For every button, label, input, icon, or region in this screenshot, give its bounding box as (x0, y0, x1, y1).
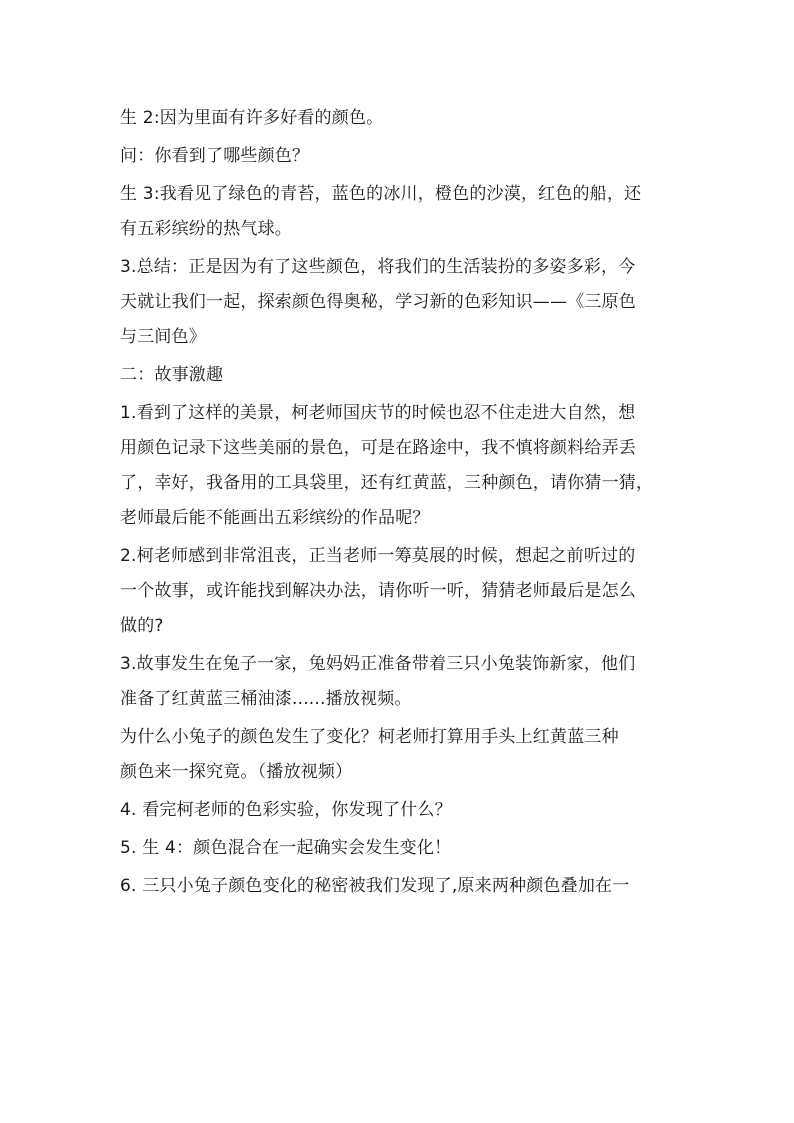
section-heading-story (120, 358, 676, 393)
paragraph-step-5 (120, 831, 676, 866)
document-body (120, 101, 676, 907)
paragraph-question (120, 139, 676, 174)
text-line: 6. 三只小兔子颜色变化的秘密被我们发现了,原来两种颜色叠加在一 (120, 876, 630, 896)
text-line: 二：故事激趣 (120, 365, 224, 385)
paragraph-step-4 (120, 793, 676, 828)
text-line: 天就让我们一起，探索颜色得奥秘，学习新的色彩知识——《三原色 (120, 292, 636, 312)
text-line: 了，幸好，我备用的工具袋里，还有红黄蓝，三种颜色，请你猜一猜， (120, 473, 654, 493)
text-line: 1.看到了这样的美景，柯老师国庆节的时候也忍不住走进大自然，想 (120, 403, 636, 423)
text-line: 3.故事发生在兔子一家，兔妈妈正准备带着三只小兔装饰新家，他们 (120, 654, 636, 674)
text-line: 准备了红黄蓝三桶油漆......播放视频。 (120, 689, 412, 709)
text-line: 5. 生 4：颜色混合在一起确实会发生变化！ (120, 838, 452, 858)
text-line: 与三间色》 (120, 327, 206, 347)
text-line: 为什么小兔子的颜色发生了变化？柯老师打算用手头上红黄蓝三种 (120, 727, 619, 747)
text-line: 生 2:因为里面有许多好看的颜色。 (120, 108, 384, 128)
paragraph-why-rabbit (120, 720, 676, 790)
text-line: 用颜色记录下这些美丽的景色，可是在路途中，我不慎将颜料给弄丢 (120, 438, 636, 458)
text-line: 有五彩缤纷的热气球。 (120, 219, 292, 239)
paragraph-student-2 (120, 101, 676, 136)
text-line: 4. 看完柯老师的色彩实验，你发现了什么？ (120, 800, 452, 820)
text-line: 问：你看到了哪些颜色？ (120, 146, 310, 166)
text-line: 2.柯老师感到非常沮丧，正当老师一筹莫展的时候，想起之前听过的 (120, 546, 636, 566)
paragraph-summary (120, 250, 676, 355)
paragraph-student-3 (120, 177, 676, 247)
paragraph-step-6 (120, 869, 676, 904)
text-line: 3.总结：正是因为有了这些颜色，将我们的生活装扮的多姿多彩，今 (120, 257, 636, 277)
paragraph-story-1 (120, 396, 676, 536)
text-line: 做的? (120, 616, 164, 636)
text-line: 老师最后能不能画出五彩缤纷的作品呢？ (120, 508, 430, 528)
text-line: 生 3:我看见了绿色的青苔，蓝色的冰川，橙色的沙漠，红色的船，还 (120, 184, 642, 204)
paragraph-story-2 (120, 539, 676, 644)
text-line: 一个故事，或许能找到解决办法，请你听一听，猜猜老师最后是怎么 (120, 581, 636, 601)
text-line: 颜色来一探究竟。（播放视频） (120, 762, 353, 782)
paragraph-story-3 (120, 647, 676, 717)
